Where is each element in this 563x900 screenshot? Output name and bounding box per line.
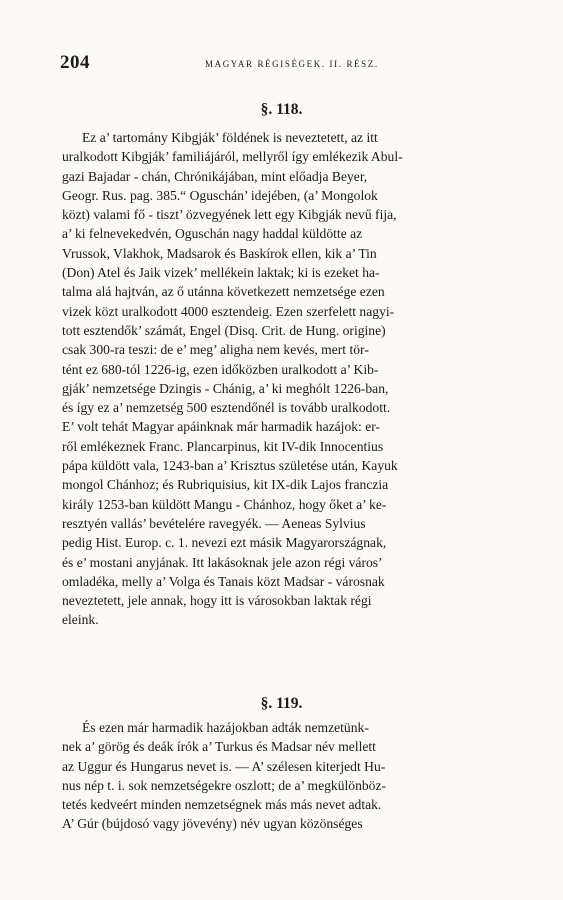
text-line: mongol Chánhoz; és Rubriquisius, kit IX-dik Lajos franczia	[62, 477, 389, 493]
text-line: nek a’ görög és deák írók a’ Turkus és Madsar név mellett	[62, 739, 376, 755]
running-head: MAGYAR RÉGISÉGEK. II. RÉSZ.	[205, 59, 379, 69]
text-line: és így ez a’ nemzetség 500 esztendőnél is tovább uralkodott.	[62, 400, 391, 416]
section-text	[62, 718, 499, 834]
text-line: tént ez 680-tól 1226-ig, ezen időközben uralkodott a’ Kib-	[62, 361, 379, 377]
text-line: pápa küldött vala, 1243-ban a’ Krisztus születése után, Kayuk	[62, 458, 398, 474]
text-line: A’ Gúr (bújdosó vagy jövevény) név ugyan közönséges	[62, 816, 363, 832]
text-line: gazi Bajadar - chán, Chrónikájában, mint előadja Beyer,	[62, 168, 368, 184]
text-line: resztyén vallás’ bevételére ravegyék. — Aeneas Sylvius	[62, 515, 366, 531]
text-line: csak 300-ra teszi: de e’ meg’ aligha nem kevés, mert tör-	[62, 342, 369, 358]
text-line: és e’ mostani anyjának. Itt lakásoknak jele azon régi város’	[62, 554, 383, 570]
text-line: omladéka, melly a’ Volga és Tanais közt Madsar - városnak	[62, 573, 385, 589]
text-line: közt) valami fő - tiszt’ özvegyének lett egy Kibgják nevű fija,	[62, 207, 397, 223]
text-line: pedig Hist. Europ. c. 1. nevezi ezt másik Magyarországnak,	[62, 535, 387, 551]
text-line: (Don) Atel és Jaik vizek’ mellékein laktak; ki is ezeket ha-	[62, 265, 380, 281]
text-line: neveztetett, jele annak, hogy itt is városokban laktak régi	[62, 593, 372, 609]
text-line: Ez a’ tartomány Kibgják’ földének is neveztetett, az itt	[82, 130, 378, 145]
text-line: És ezen már harmadik hazájokban adták nemzetünk-	[82, 720, 369, 735]
text-line: eleink.	[62, 612, 99, 628]
section-heading: §. 119.	[260, 695, 303, 712]
section-text	[62, 128, 499, 630]
text-line: király 1253-ban küldött Mangu - Chánhoz, hogy őket a’ ke-	[62, 496, 387, 512]
text-line: tetés kedveért minden nemzetségnek más más nevet adtak.	[62, 797, 382, 813]
text-line: uralkodott Kibgják’ familiájáról, mellyről így emlékezik Abul-	[62, 149, 403, 165]
text-line: E’ volt tehát Magyar apáinknak már harmadik hazájok: er-	[62, 419, 381, 435]
text-line: Geogr. Rus. pag. 385.“ Oguschán’ idejében, (a’ Mongolok	[62, 187, 378, 203]
text-line: tott esztendők’ számát, Engel (Disq. Crit. de Hung. origine)	[62, 322, 386, 338]
text-line: az Uggur és Hungarus nevet is. — A’ szélesen kiterjedt Hu-	[62, 758, 386, 774]
text-line: ről emlékeznek Franc. Plancarpinus, kit IV-dik Innocentius	[62, 438, 384, 454]
text-line: talma alá hajtván, az ő utánna következett nemzetsége ezen	[62, 284, 385, 300]
text-line: vizek közt uralkodott 4000 esztendeig. Ezen szerfelett nagyi-	[62, 303, 395, 319]
text-line: nus nép t. i. sok nemzetségekre oszlott; de a’ megkülönböz-	[62, 777, 387, 793]
page-number: 204	[60, 52, 90, 73]
section-heading: §. 118.	[260, 101, 303, 118]
text-line: a’ ki felnevekedvén, Oguschán nagy haddal küldötte az	[62, 226, 363, 242]
text-line: Vrussok, Vlakhok, Madsarok és Baskírok ellen, kik a’ Tin	[62, 245, 377, 261]
page-header	[60, 52, 505, 76]
text-line: gják’ nemzetsége Dzingis - Chánig, a’ ki meghólt 1226-ban,	[62, 380, 389, 396]
